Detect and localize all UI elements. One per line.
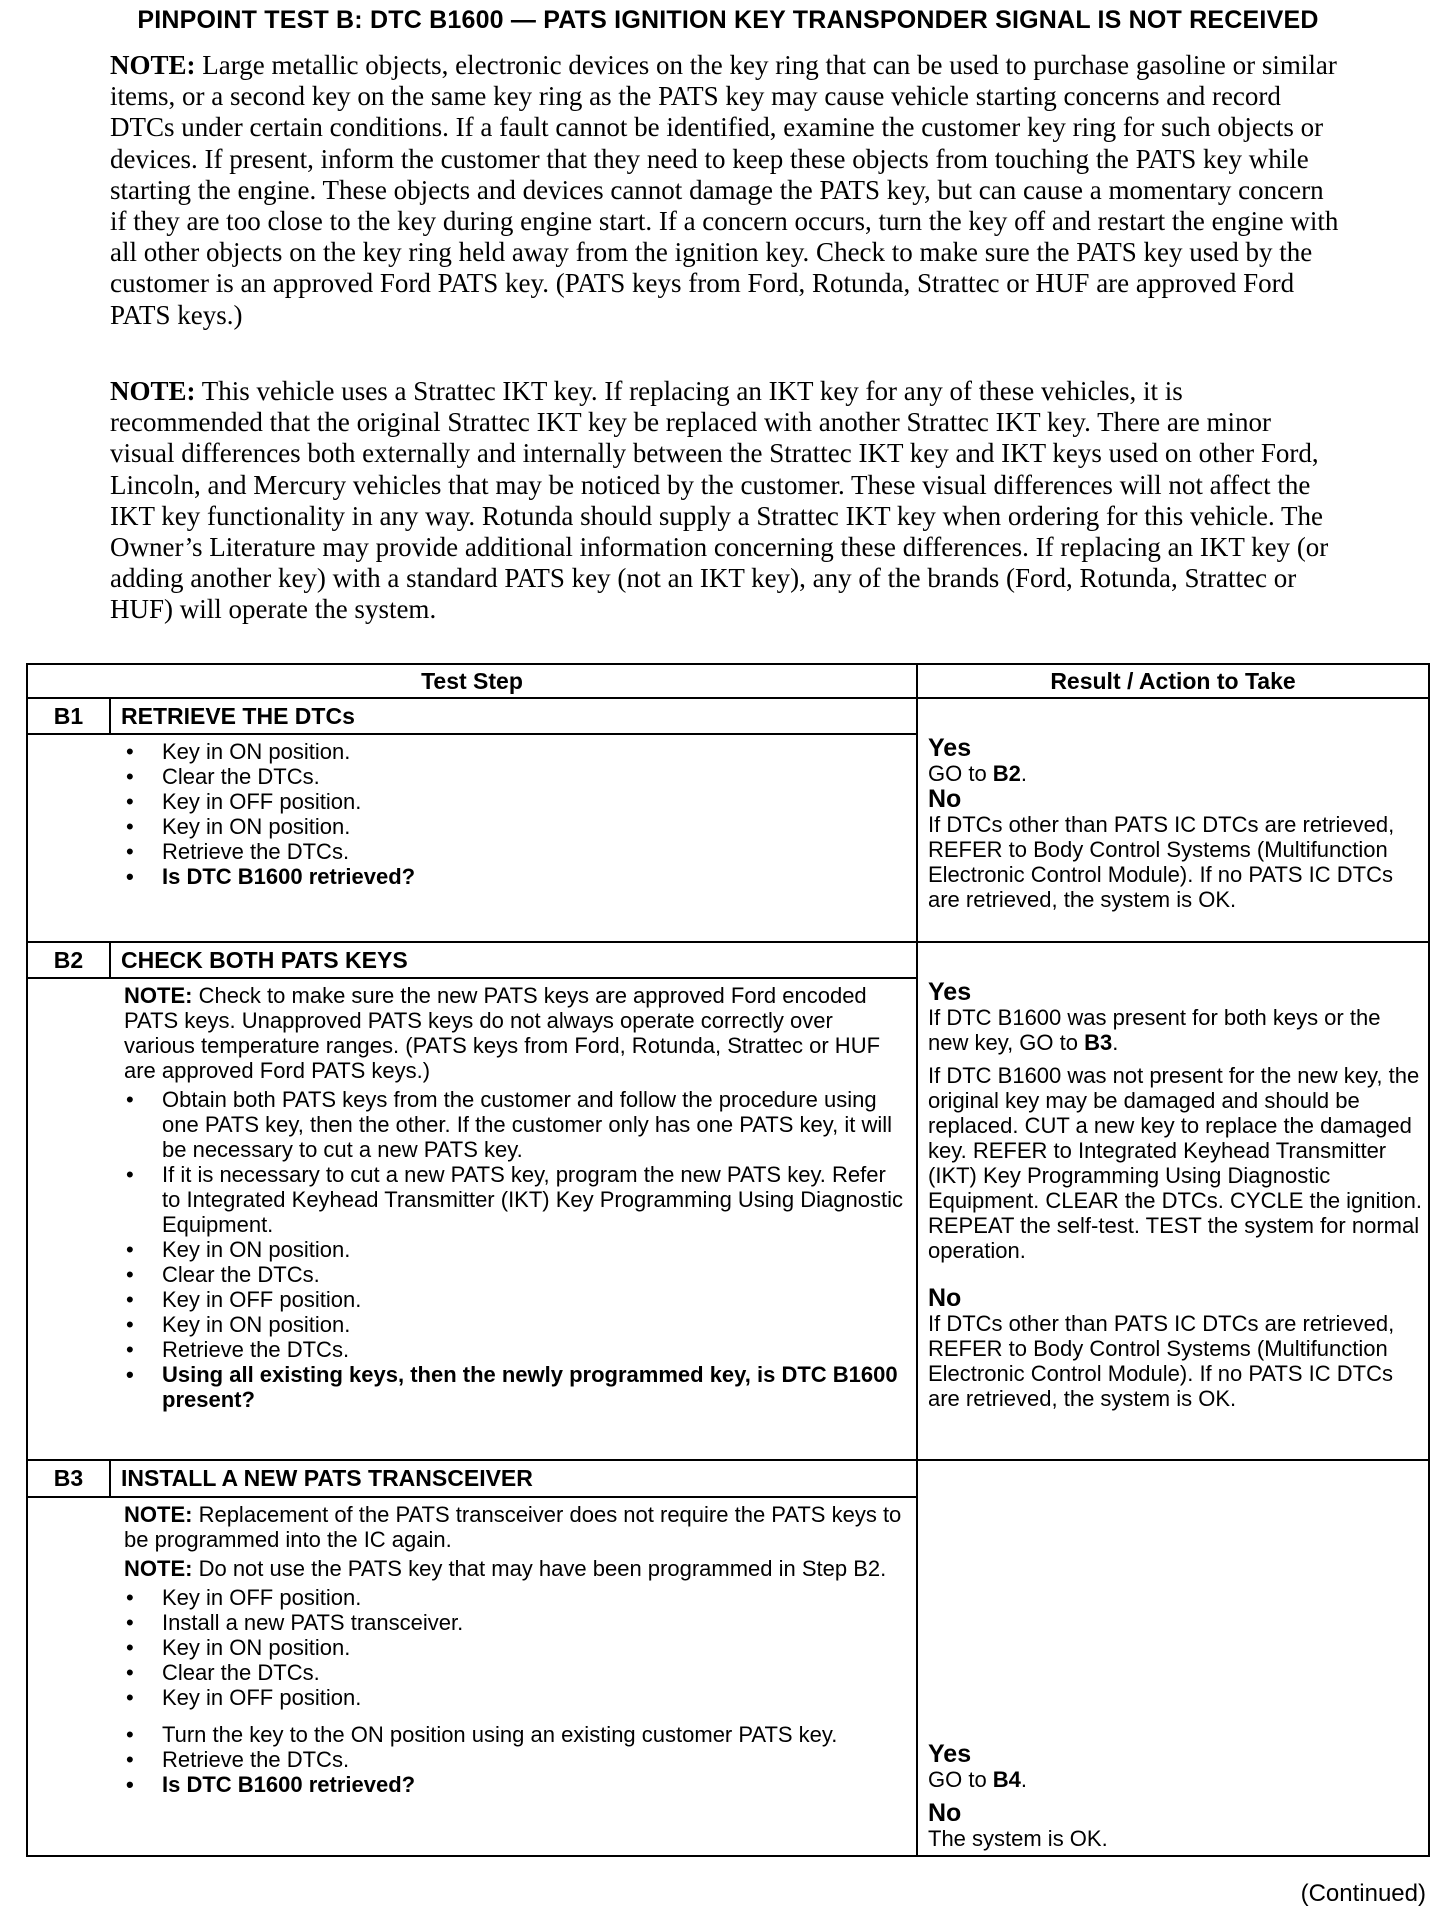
no-label: No <box>928 1799 962 1827</box>
note-text: This vehicle uses a Strattec IKT key. If replacing an IKT key for any of these vehicles, it is recommended that the original Strattec IKT key be replaced with another Strattec IKT key. There are minor visual differences both externally and internally between the Strattec IKT key and IKT keys used on other Ford, Lincoln, and Mercury vehicles that may be noticed by the customer. These visual differences will not affect the IKT key functionality in any way. Rotunda should supply a Strattec IKT key when ordering for this vehicle. The Owner’s Literature may provide additional information concerning these differences. If replacing an IKT key (or adding another key) with a standard PATS key (not an IKT key), any of the brands (Ford, Rotunda, Strattec or HUF) will operate the system. <box>110 376 1329 625</box>
result-cell <box>917 942 1429 1460</box>
list-item: • Clear the DTCs. <box>124 764 906 789</box>
list-item: • Key in OFF position. <box>124 1287 906 1312</box>
yes-label: Yes <box>928 978 972 1006</box>
note-text: Large metallic objects, electronic devices on the key ring that can be used to purchase gasoline or similar items, or a second key on the same key ring as the PATS key may cause vehicle starting concerns and record DTCs under certain conditions. If a fault cannot be identified, examine the customer key ring for such objects or devices. If present, inform the customer that they need to keep these objects from touching the PATS key while starting the engine. These objects and devices cannot damage the PATS key, but can cause a momentary concern if they are too close to the key during engine start. If a concern occurs, turn the key off and restart the engine with all other objects on the key ring held away from the ignition key. Check to make sure the PATS key used by the customer is an approved Ford PATS key. (PATS keys from Ford, Rotunda, Strattec or HUF are approved Ford PATS keys.) <box>110 50 1339 330</box>
yes-action: GO to B2. <box>928 761 1028 786</box>
yes-label: Yes <box>928 734 972 762</box>
list-item: • Clear the DTCs. <box>124 1660 906 1685</box>
note-label: NOTE: <box>110 50 196 80</box>
list-item: • Key in ON position. <box>124 1635 906 1660</box>
step-bullets <box>124 1585 906 1710</box>
list-item: • Key in ON position. <box>124 814 906 839</box>
list-item: • Turn the key to the ON position using an existing customer PATS key. <box>124 1722 906 1747</box>
step-title: CHECK BOTH PATS KEYS <box>110 942 917 978</box>
yes-label: Yes <box>928 1740 972 1768</box>
note-paragraph <box>110 50 1340 331</box>
list-item: • Obtain both PATS keys from the customer and follow the procedure using one PATS key, then the other. If the customer only has one PATS key, it will be necessary to cut a new PATS key. <box>124 1087 906 1162</box>
no-action: If DTCs other than PATS IC DTCs are retrieved, REFER to Body Control Systems (Multifunction Electronic Control Module). If no PATS IC DTCs are retrieved, the system is OK. <box>928 812 1395 912</box>
step-body <box>27 734 917 942</box>
table-header-row <box>27 664 1429 698</box>
yes-action: GO to B4. <box>928 1767 1028 1792</box>
list-item: • If it is necessary to cut a new PATS key, program the new PATS key. Refer to Integrated Keyhead Transmitter (IKT) Key Programming Using Diagnostic Equipment. <box>124 1162 906 1237</box>
list-item: • Is DTC B1600 retrieved? <box>124 864 906 889</box>
continued-marker: (Continued) <box>1300 1880 1426 1907</box>
step-id: B2 <box>27 942 110 978</box>
step-id: B1 <box>27 698 110 734</box>
no-action: If DTCs other than PATS IC DTCs are retrieved, REFER to Body Control Systems (Multifunction Electronic Control Module). If no PATS IC DTCs are retrieved, the system is OK. <box>928 1311 1395 1411</box>
step-id: B3 <box>27 1460 110 1497</box>
list-item: • Key in ON position. <box>124 1237 906 1262</box>
step-body <box>27 1497 917 1856</box>
list-item: • Key in ON position. <box>124 1312 906 1337</box>
no-label: No <box>928 1284 962 1312</box>
no-action: The system is OK. <box>928 1826 1108 1851</box>
step-title-row <box>27 942 1429 978</box>
step-bullets <box>124 1722 906 1797</box>
step-note: NOTE: Check to make sure the new PATS keys are approved Ford encoded PATS keys. Unapproved PATS keys do not always operate correctly over various temperature ranges. (PATS keys from Ford, Rotunda, Strattec or HUF are approved Ford PATS keys.) <box>124 983 881 1083</box>
yes-action-detail: If DTC B1600 was not present for the new key, the original key may be damaged and should be replaced. CUT a new key to replace the damaged key. REFER to Integrated Keyhead Transmitter (IKT) Key Programming Using Diagnostic Equipment. CLEAR the DTCs. CYCLE the ignition. REPEAT the self-test. TEST the system for normal operation. <box>928 1063 1423 1263</box>
note-paragraph <box>110 376 1340 626</box>
no-label: No <box>928 785 962 813</box>
result-cell <box>917 698 1429 942</box>
list-item: • Retrieve the DTCs. <box>124 839 906 864</box>
list-item: • Retrieve the DTCs. <box>124 1747 906 1772</box>
header-result-action: Result / Action to Take <box>917 664 1429 698</box>
list-item: • Key in OFF position. <box>124 1685 906 1710</box>
list-item: • Retrieve the DTCs. <box>124 1337 906 1362</box>
step-bullets <box>124 739 906 889</box>
pinpoint-test-table <box>26 663 1430 1857</box>
step-note: NOTE: Replacement of the PATS transceiver does not require the PATS keys to be programmed into the IC again. <box>124 1501 902 1552</box>
step-title: INSTALL A NEW PATS TRANSCEIVER <box>110 1460 917 1497</box>
step-title-row <box>27 1460 1429 1497</box>
list-item: • Using all existing keys, then the newly programmed key, is DTC B1600 present? <box>124 1362 906 1412</box>
list-item: • Is DTC B1600 retrieved? <box>124 1772 906 1797</box>
step-bullets <box>124 1087 906 1412</box>
page-title: PINPOINT TEST B: DTC B1600 — PATS IGNITION KEY TRANSPONDER SIGNAL IS NOT RECEIVED <box>137 6 1319 34</box>
step-note: NOTE: Do not use the PATS key that may have been programmed in Step B2. <box>124 1555 887 1581</box>
yes-action: If DTC B1600 was present for both keys or the new key, GO to B3. <box>928 1005 1381 1055</box>
list-item: • Install a new PATS transceiver. <box>124 1610 906 1635</box>
step-body <box>27 978 917 1460</box>
list-item: • Key in OFF position. <box>124 1585 906 1610</box>
step-title-row <box>27 698 1429 734</box>
note-label: NOTE: <box>110 376 196 406</box>
header-test-step: Test Step <box>27 664 917 698</box>
result-cell <box>917 1460 1429 1856</box>
step-title: RETRIEVE THE DTCs <box>110 698 917 734</box>
list-item: • Clear the DTCs. <box>124 1262 906 1287</box>
list-item: • Key in ON position. <box>124 739 906 764</box>
list-item: • Key in OFF position. <box>124 789 906 814</box>
